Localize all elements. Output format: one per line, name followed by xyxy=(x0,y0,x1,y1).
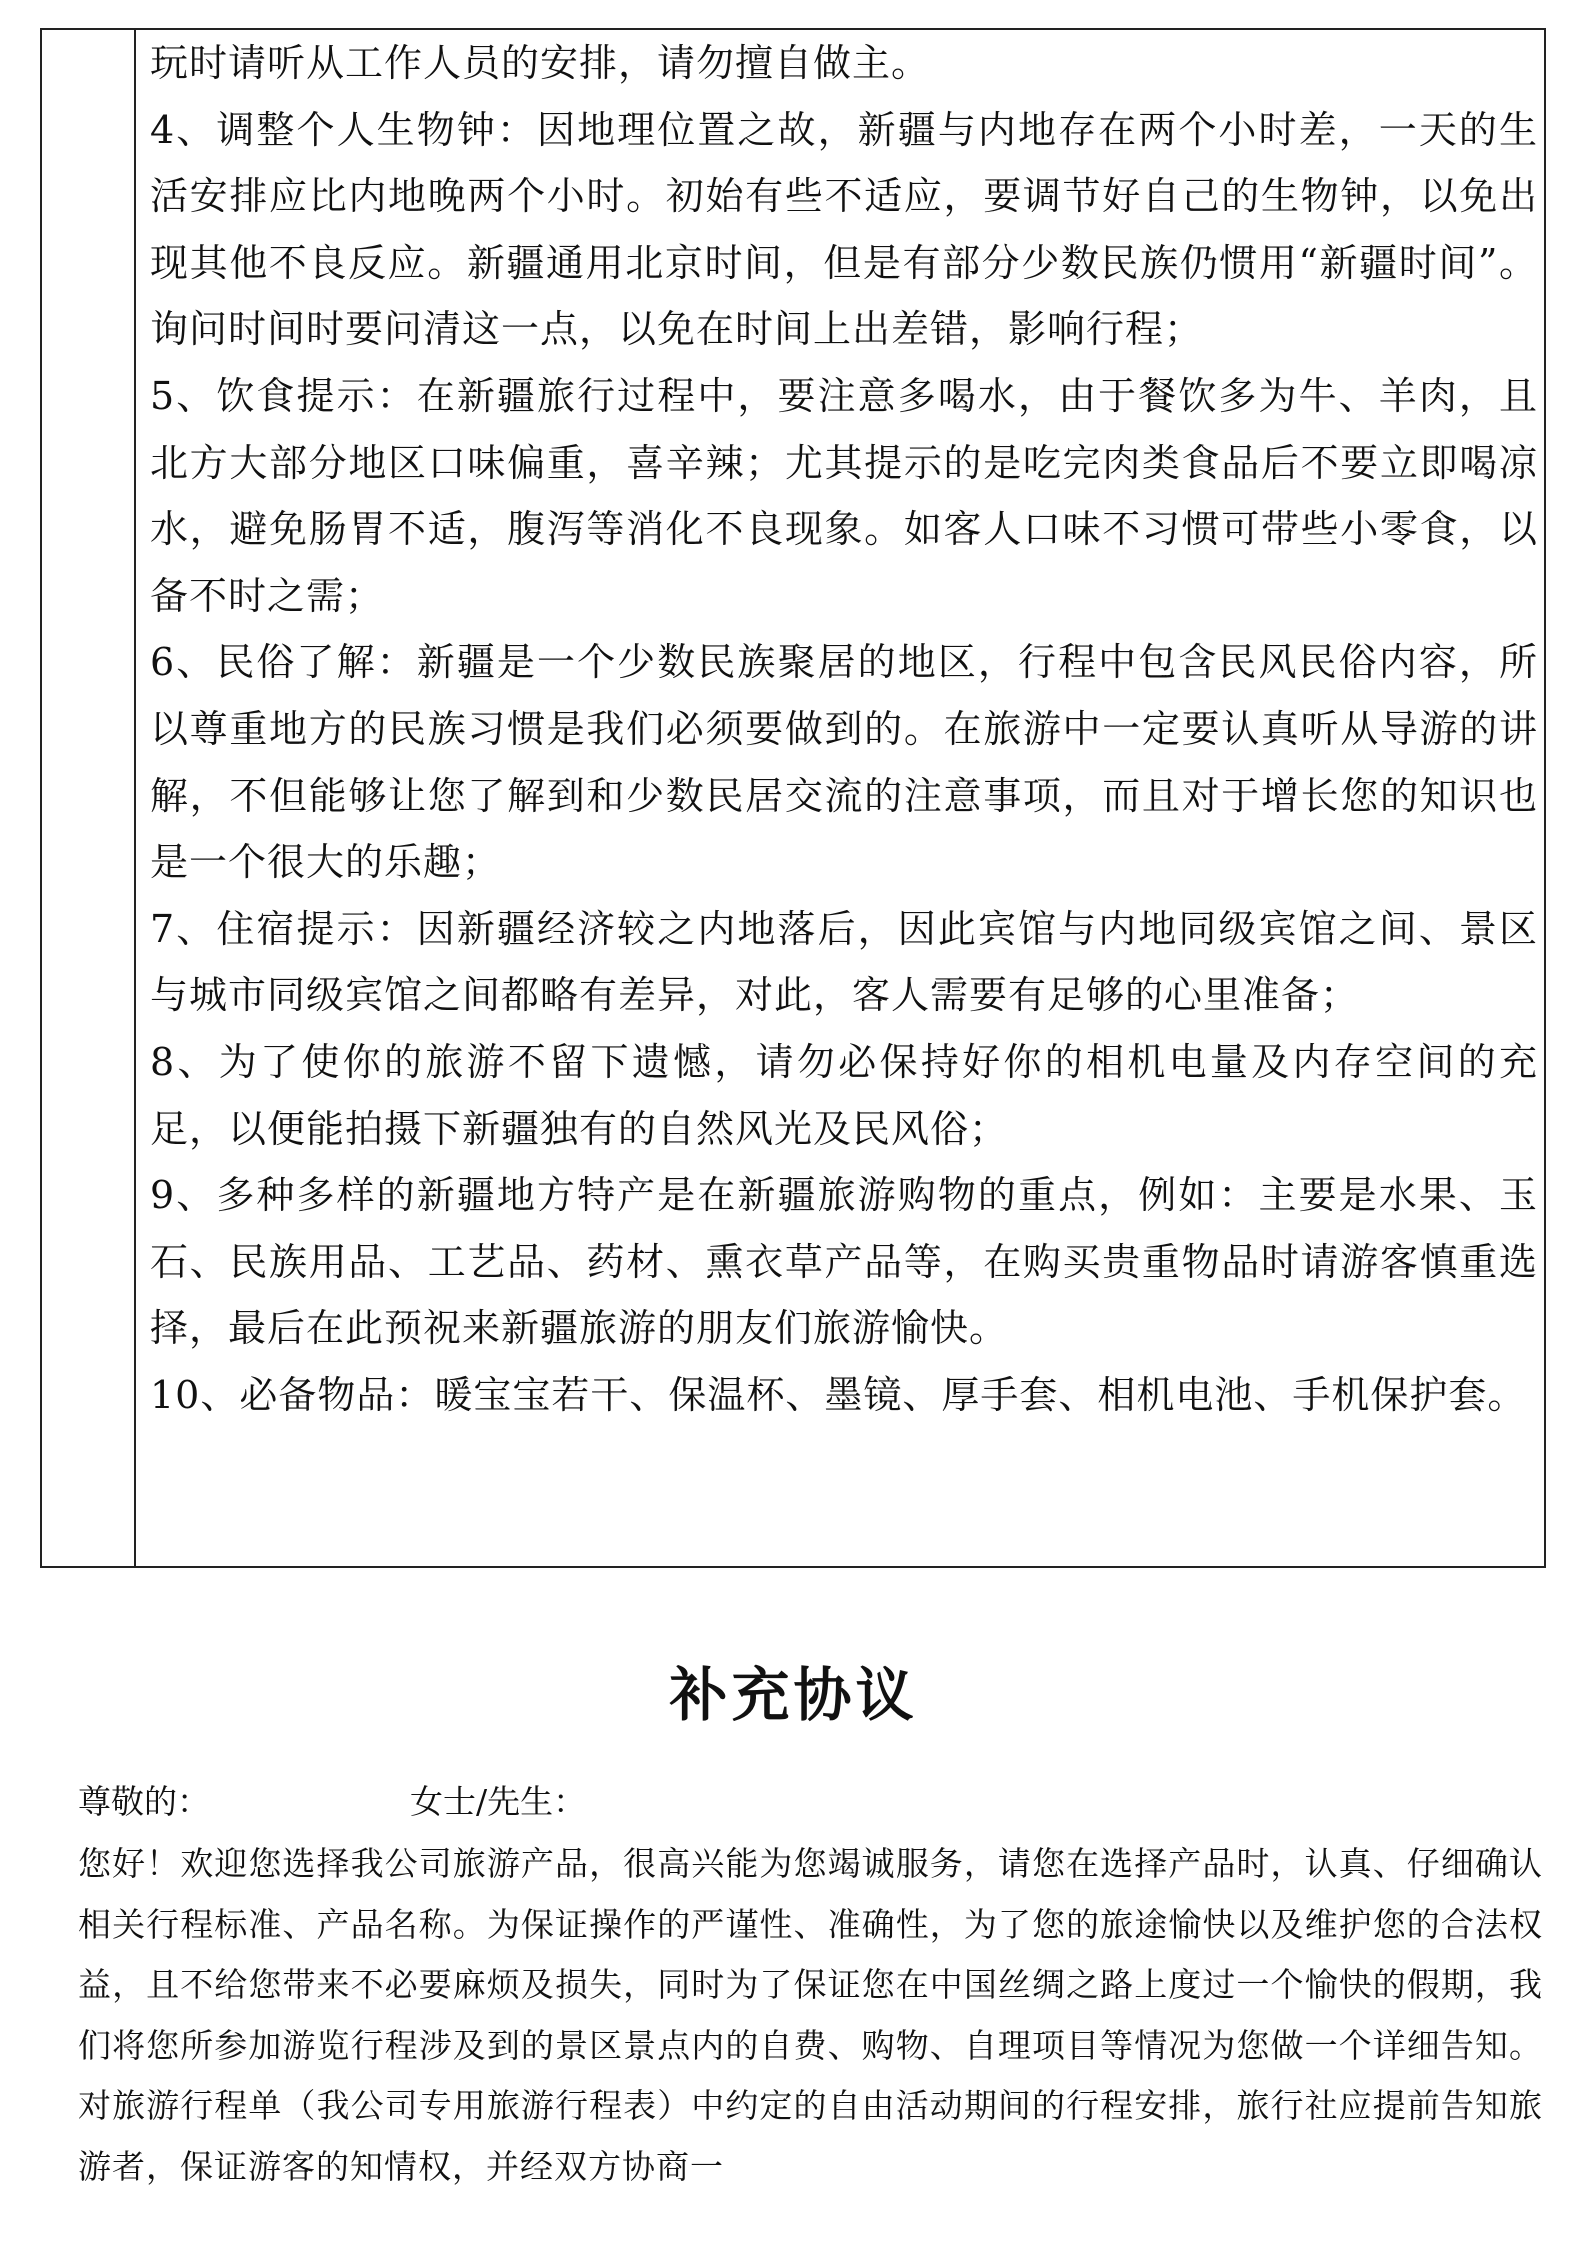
agreement-title: 补充协议 xyxy=(669,1661,918,1729)
note-paragraph: 8、为了使你的旅游不留下遗憾，请勿必保持好你的相机电量及内存空间的充足，以便能拍摄下新疆独有的自然风光及民风俗； xyxy=(150,1039,1538,1151)
table-label-column xyxy=(42,30,136,1566)
travel-notes-table xyxy=(40,28,1546,1568)
note-paragraph: 6、民俗了解：新疆是一个少数民族聚居的地区，行程中包含民风民俗内容，所以尊重地方的民族习惯是我们必须要做到的。在旅游中一定要认真听从导游的讲解，不但能够让您了解到和少数民居交流的注意事项，而且对于增长您的知识也是一个很大的乐趣； xyxy=(150,640,1538,885)
salutation xyxy=(78,1777,586,1827)
salutation-suffix: 女士/先生： xyxy=(410,1782,587,1821)
travel-notes-content xyxy=(150,30,1538,1428)
agreement-intro: 您好！欢迎您选择我公司旅游产品，很高兴能为您竭诚服务，请您在选择产品时，认真、仔细确认相关行程标准、产品名称。为保证操作的严谨性、准确性，为了您的旅途愉快以及维护您的合法权益，且不给您带来不必要麻烦及损失，同时为了保证您在中国丝绸之路上度过一个愉快的假期，我们将您所参加游览行程涉及到的景区景点内的自费、购物、自理项目等情况为您做一个详细告知。对旅游行程单（我公司专用旅游行程表）中约定的自由活动期间的行程安排，旅行社应提前告知旅游者，保证游客的知情权，并经双方协商一 xyxy=(78,1844,1543,2186)
note-paragraph: 10、必备物品：暖宝宝若干、保温杯、墨镜、厚手套、相机电池、手机保护套。 xyxy=(150,1372,1527,1417)
note-paragraph: 4、调整个人生物钟：因地理位置之故，新疆与内地存在两个小时差，一天的生活安排应比内地晚两个小时。初始有些不适应，要调节好自己的生物钟，以免出现其他不良反应。新疆通用北京时间，但是有部分少数民族仍惯用“新疆时间”。询问时间时要问清这一点，以免在时间上出差错，影响行程； xyxy=(150,107,1538,352)
note-paragraph: 7、住宿提示：因新疆经济较之内地落后，因此宾馆与内地同级宾馆之间、景区与城市同级宾馆之间都略有差异，对此，客人需要有足够的心里准备； xyxy=(150,906,1538,1018)
note-paragraph: 玩时请听从工作人员的安排，请勿擅自做主。 xyxy=(150,41,931,85)
note-paragraph: 9、多种多样的新疆地方特产是在新疆旅游购物的重点，例如：主要是水果、玉石、民族用品、工艺品、药材、熏衣草产品等，在购买贵重物品时请游客慎重选择，最后在此预祝来新疆旅游的朋友们旅游愉快。 xyxy=(150,1173,1538,1351)
salutation-prefix: 尊敬的： xyxy=(78,1782,210,1821)
note-paragraph: 5、饮食提示：在新疆旅行过程中，要注意多喝水，由于餐饮多为牛、羊肉，且北方大部分地区口味偏重，喜辛辣；尤其提示的是吃完肉类食品后不要立即喝凉水，避免肠胃不适，腹泻等消化不良现象。如客人口味不习惯可带些小零食，以备不时之需； xyxy=(150,373,1538,618)
